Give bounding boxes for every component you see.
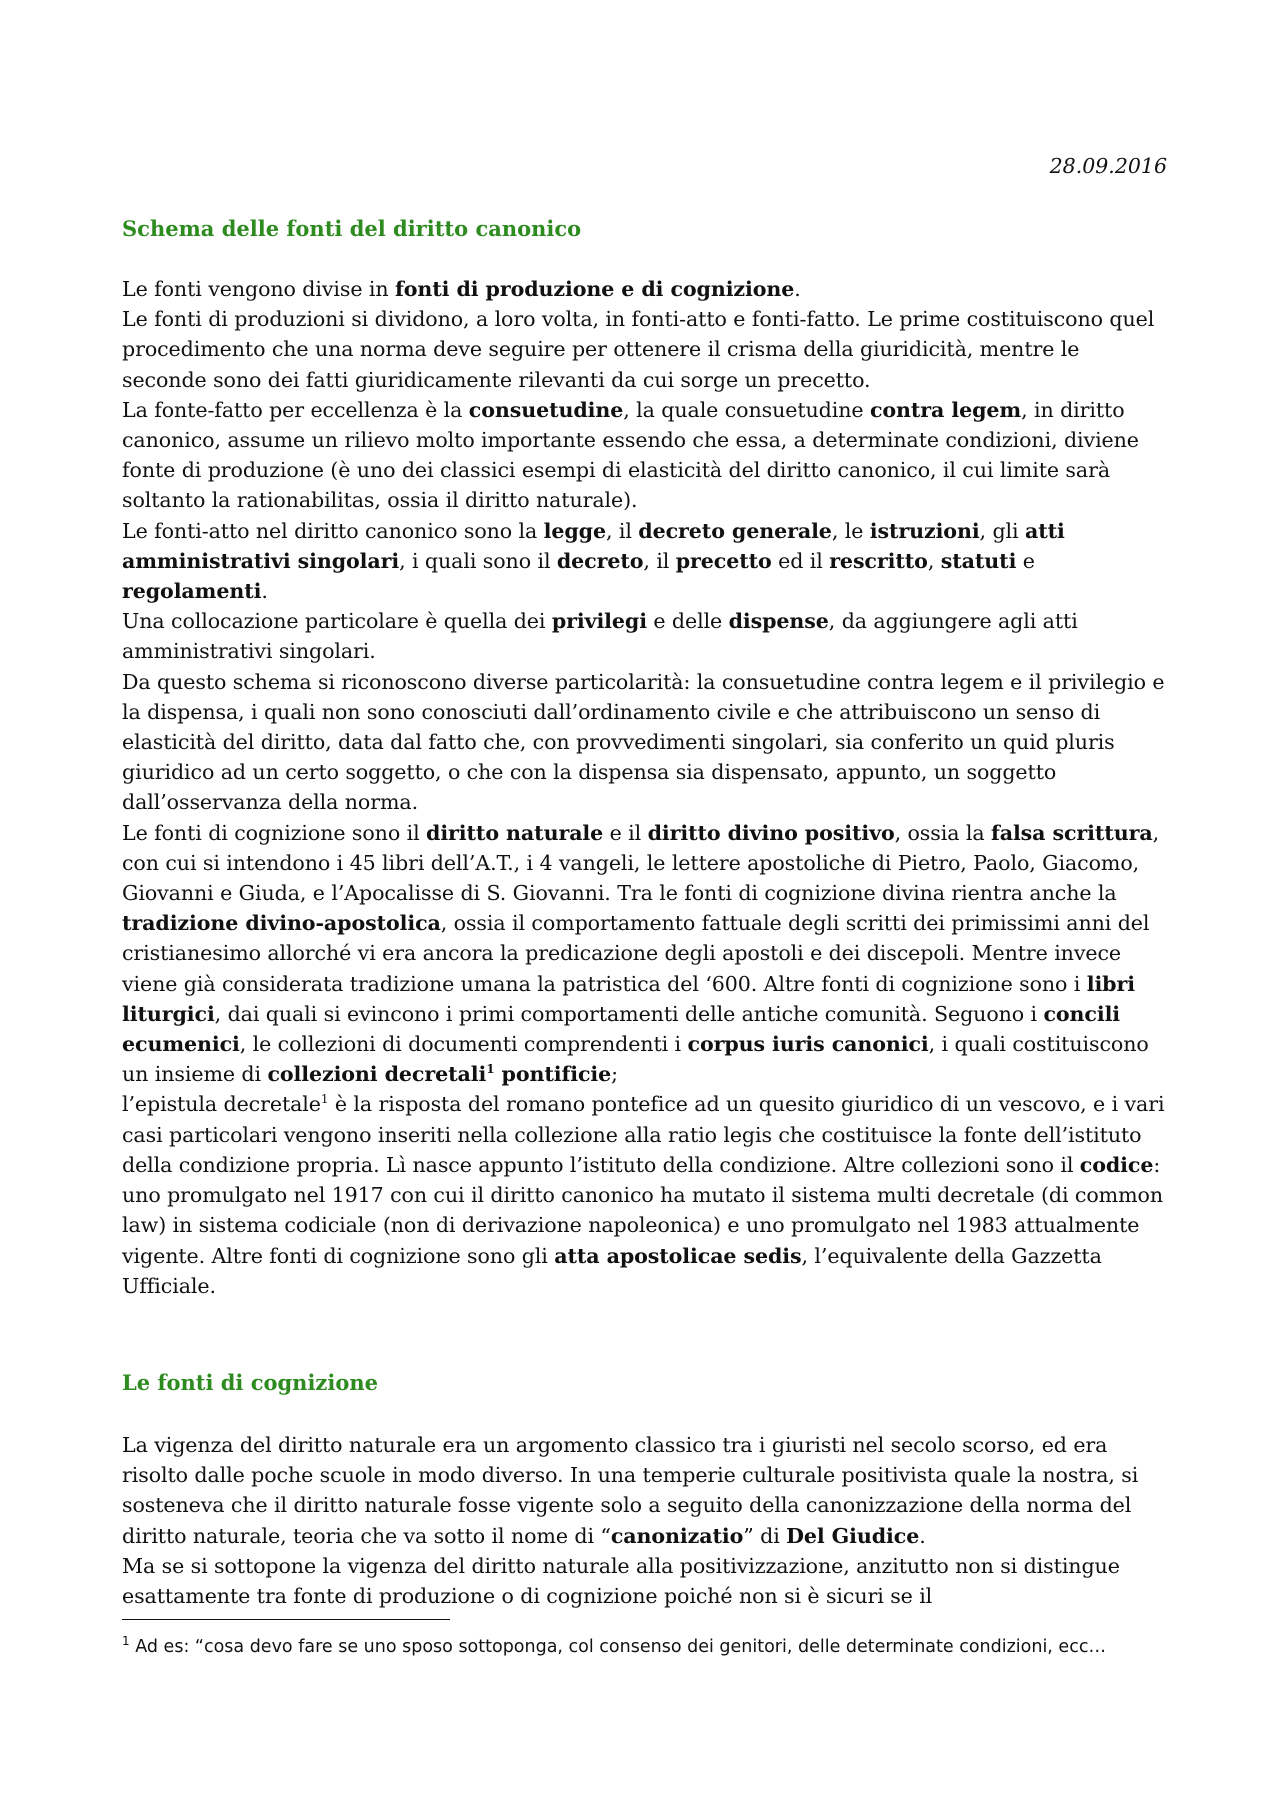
bold-text: libri liturgici (122, 971, 1135, 1026)
text-run: , ossia il comportamento fattuale degli scritti dei primissimi anni del cristianesimo allorché vi era ancora la predicazione degli apostoli e dei discepoli. Mentre invece viene già considerata tradizione umana la patristica del ‘600. Altre fonti di cognizione sono i (122, 911, 1150, 996)
bold-text: decreto generale (638, 518, 832, 543)
text-run: l’epistula decretale (122, 1092, 321, 1117)
section-heading-cognizione: Le fonti di cognizione (122, 1370, 378, 1395)
bold-text: canonizatio (610, 1523, 744, 1548)
text-run: La vigenza del diritto naturale era un argomento classico tra i giuristi nel secolo scorso, ed era risolto dalle poche scuole in modo diverso. In una temperie culturale positivista quale la nostra, si sosteneva che il diritto naturale fosse vigente solo a seguito della canonizzazione della norma del diritto naturale, teoria che va sotto il nome di “ (122, 1433, 1139, 1548)
bold-text: diritto divino positivo (647, 820, 895, 845)
text-run: Una collocazione particolare è quella dei (122, 609, 552, 634)
text-run: ; (611, 1062, 618, 1087)
bold-text: statuti (940, 548, 1017, 573)
bold-text: fonti di produzione e di cognizione (394, 277, 795, 301)
text-run: , i quali sono il (399, 548, 557, 573)
bold-text: corpus iuris canonici (687, 1032, 929, 1057)
text-run: Le fonti di produzioni si dividono, a loro volta, in fonti-atto e fonti-fatto. Le prime costituiscono quel procedimento che una norma deve seguire per ottenere il crisma della giuridicità, mentre le seconde sono dei fatti giuridicamente rilevanti da cui sorge un precetto. (122, 307, 1155, 392)
bold-text: regolamenti (122, 579, 262, 604)
text-run: e il (603, 820, 648, 845)
bold-text: consuetudine (468, 397, 624, 422)
bold-text: tradizione divino-apostolica (122, 911, 441, 936)
bold-text: concili ecumenici (122, 1001, 1121, 1057)
paragraph (122, 1551, 1167, 1611)
text-run: Le fonti vengono divise in (122, 277, 395, 301)
document-page (122, 0, 1167, 1809)
section-body-cognizione (122, 1430, 1167, 1611)
text-run: , (927, 548, 941, 573)
bold-text: atta apostolicae sedis (554, 1243, 802, 1268)
text-run: , gli (979, 518, 1025, 543)
paragraph (122, 1430, 1167, 1551)
text-run: , la quale consuetudine (623, 397, 870, 422)
paragraph (122, 818, 1167, 1090)
bold-text: contra legem (869, 397, 1022, 422)
bold-text: codice (1079, 1152, 1154, 1177)
text-run: . (919, 1523, 926, 1548)
text-run: Ma se si sottopone la vigenza del diritto naturale alla positivizzazione, anzitutto non si distingue esattamente tra fonte di produzione o di cognizione poiché non si è sicuri se il (122, 1553, 1120, 1609)
text-run: , le collezioni di documenti comprendenti i (239, 1032, 688, 1057)
bold-text: legge (543, 518, 606, 543)
text-run: Le fonti-atto nel diritto canonico sono la (122, 518, 544, 543)
bold-text: atti amministrativi singolari (122, 518, 1065, 573)
text-run: , il (605, 518, 639, 543)
bold-text: decreto (556, 548, 644, 573)
footnote (122, 1634, 1167, 1660)
text-run: è la risposta del romano pontefice ad un quesito giuridico di un vescovo, e i vari casi particolari vengono inseriti nella collezione alla ratio legis che costituisce la fonte dell’istituto della condizione propria. Lì nasce appunto l’istituto della condizione. Altre collezioni sono il (122, 1092, 1165, 1177)
bold-text: collezioni decretali (267, 1062, 487, 1087)
paragraph (122, 395, 1167, 516)
text-run: ed il (771, 548, 830, 573)
text-run: . (261, 579, 268, 604)
footnote-marker: 1 (320, 1092, 329, 1107)
bold-text: dispense (728, 609, 829, 634)
footnote-text: Ad es: “cosa devo fare se uno sposo sottoponga, col consenso dei genitori, delle determinate condizioni, ecc… (135, 1637, 1106, 1657)
text-run: , le (831, 518, 870, 543)
bold-text: rescritto (829, 548, 928, 573)
bold-text: istruzioni (869, 518, 980, 543)
footnote-separator (122, 1619, 450, 1620)
section-heading-schema: Schema delle fonti del diritto canonico (122, 216, 582, 241)
paragraph (122, 304, 1167, 395)
text-run: , con cui si intendono i 45 libri dell’A.T., i 4 vangeli, le lettere apostoliche di Pietro, Paolo, Giacomo, Giovanni e Giuda, e l’Apocalisse di S. Giovanni. Tra le fonti di cognizione divina rientra anche la (122, 820, 1160, 906)
text-run: . (794, 277, 801, 301)
paragraph (122, 667, 1167, 818)
bold-text: Del Giudice (786, 1523, 920, 1548)
text-run: e delle (646, 609, 729, 634)
text-run: , ossia la (894, 820, 991, 845)
text-run: ” di (743, 1523, 787, 1548)
bold-text: diritto naturale (426, 820, 604, 845)
text-run: Le fonti di cognizione sono il (122, 820, 427, 845)
text-run: , i quali costituiscono un insieme di (122, 1032, 1149, 1087)
bold-text: pontificie (494, 1062, 612, 1087)
bold-text: falsa scrittura (990, 820, 1153, 845)
text-run: , l’equivalente della Gazzetta Ufficiale. (122, 1243, 1102, 1298)
paragraph (122, 516, 1167, 607)
bold-text: privilegi (551, 609, 647, 634)
text-run: , in diritto canonico, assume un rilievo molto importante essendo che essa, a determinate condizioni, diviene fonte di produzione (è uno dei classici esempi di elasticità del diritto canonico, il cui limite sarà soltanto la rationabilitas, ossia il diritto naturale). (122, 397, 1139, 513)
paragraph (122, 606, 1167, 666)
text-run: : uno promulgato nel 1917 con cui il diritto canonico ha mutato il sistema multi decretale (di common law) in sistema codiciale (non di derivazione napoleonica) e uno promulgato nel 1983 attualmente vigente. Altre fonti di cognizione sono gli (122, 1152, 1163, 1268)
bold-text: 1 (486, 1062, 495, 1077)
text-run: Da questo schema si riconoscono diverse particolarità: la consuetudine contra legem e il privilegio e la dispensa, i quali non sono conosciuti dall’ordinamento civile e che attribuiscono un senso di elasticità del diritto, data dal fatto che, con provvedimenti singolari, sia conferito un quid pluris giuridico ad un certo soggetto, o che con la dispensa sia dispensato, appunto, un soggetto dall’osservanza della norma. (122, 669, 1165, 815)
document-date: 28.09.2016 (1049, 154, 1167, 178)
text-run: , dai quali si evincono i primi comportamenti delle antiche comunità. Seguono i (214, 1001, 1044, 1026)
section-body-schema (122, 274, 1167, 1301)
text-run: , il (643, 548, 676, 573)
text-run: La fonte-fatto per eccellenza è la (122, 397, 469, 422)
bold-text: precetto (675, 548, 772, 573)
text-run: , da aggiungere agli atti amministrativi singolari. (122, 609, 1078, 664)
paragraph (122, 274, 1167, 304)
paragraph (122, 1089, 1167, 1300)
footnote-number: 1 (122, 1634, 130, 1649)
text-run: e (1016, 548, 1035, 573)
